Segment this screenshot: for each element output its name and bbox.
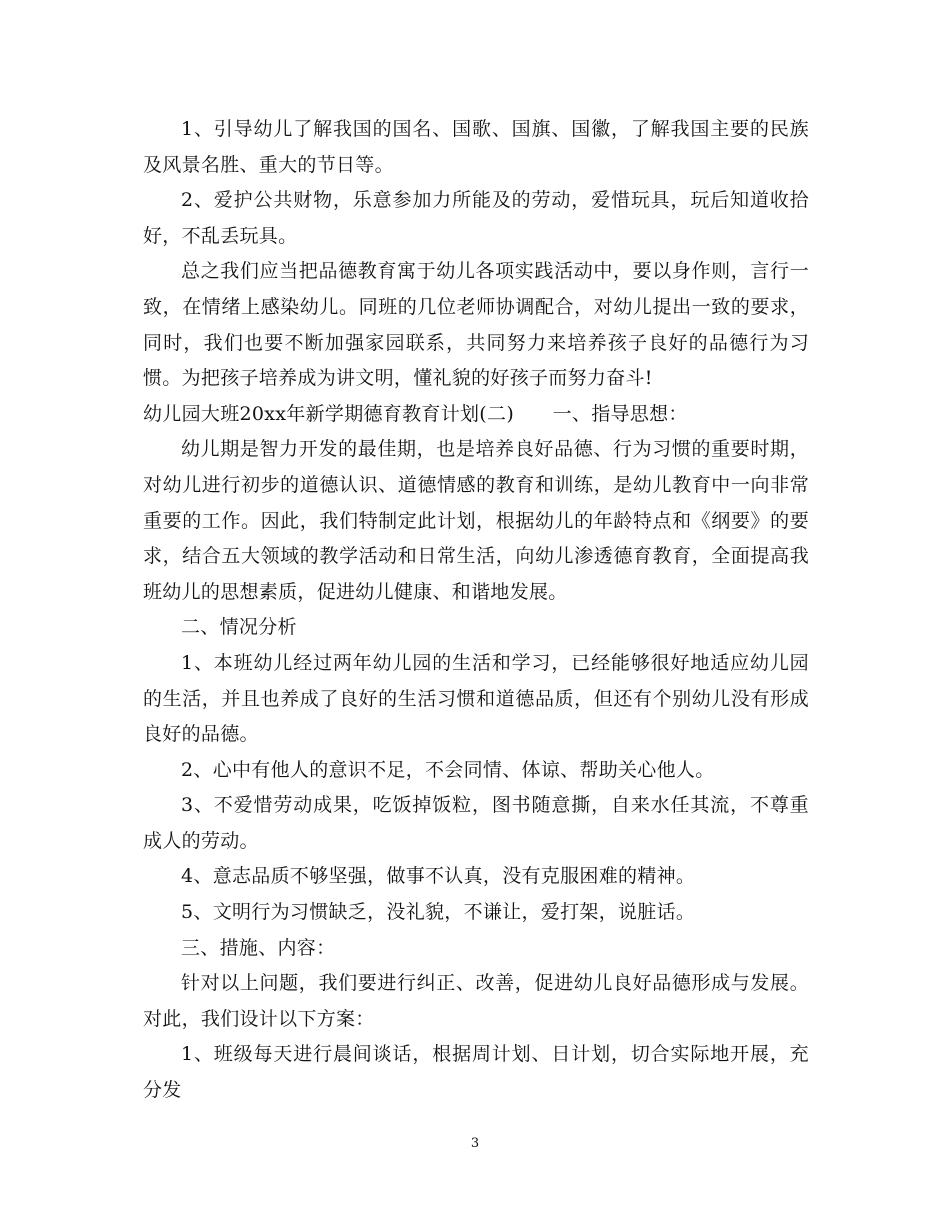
section-heading-measures: 三、措施、内容：	[181, 936, 336, 959]
paragraph-8: 2、心中有他人的意识不足，不会同情、体谅、帮助关心他人。	[181, 758, 715, 781]
paragraph-13: 针对以上问题，我们要进行纠正、改善，促进幼儿良好品德形成与发展。对此，我们设计以下方案：	[143, 972, 809, 1030]
section-heading-line: 幼儿园大班20xx年新学期德育教育计划(二) 一、指导思想：	[143, 402, 688, 425]
paragraph-7: 1、本班幼儿经过两年幼儿园的生活和学习，已经能够很好地适应幼儿园的生活，并且也养成了良好的生活习惯和道德品质，但还有个别幼儿没有形成良好的品德。	[143, 651, 809, 746]
paragraph-1: 1、引导幼儿了解我国的国名、国歌、国旗、国徽，了解我国主要的民族及风景名胜、重大的节日等。	[143, 118, 809, 176]
paragraph-10: 4、意志品质不够坚强，做事不认真，没有克服困难的精神。	[181, 865, 696, 888]
paragraph-11: 5、文明行为习惯缺乏，没礼貌，不谦让，爱打架，说脏话。	[181, 901, 696, 924]
paragraph-14: 1、班级每天进行晨间谈话，根据周计划、日计划，切合实际地开展，充分发	[143, 1043, 809, 1102]
document-body	[143, 112, 809, 1109]
section-heading-analysis: 二、情况分析	[181, 616, 297, 639]
paragraph-5: 幼儿期是智力开发的最佳期，也是培养良好品德、行为习惯的重要时期，对幼儿进行初步的道德认识、道德情感的教育和训练，是幼儿教育中一向非常重要的工作。因此，我们特制定此计划，根据幼儿的年龄特点和《纲要》的要求，结合五大领域的教学活动和日常生活，向幼儿渗透德育教育，全面提高我班幼儿的思想素质，促进幼儿健康、和谐地发展。	[143, 438, 809, 603]
paragraph-9: 3、不爱惜劳动成果，吃饭掉饭粒，图书随意撕，自来水任其流，不尊重成人的劳动。	[143, 794, 809, 852]
paragraph-3: 总之我们应当把品德教育寓于幼儿各项实践活动中，要以身作则，言行一致，在情绪上感染幼儿。同班的几位老师协调配合，对幼儿提出一致的要求，同时，我们也要不断加强家园联系，共同努力来培养孩子良好的品德行为习惯。为把孩子培养成为讲文明，懂礼貌的好孩子而努力奋斗!	[143, 260, 809, 390]
page-number: 3	[470, 1136, 480, 1151]
paragraph-2: 2、爱护公共财物，乐意参加力所能及的劳动，爱惜玩具，玩后知道收拾好，不乱丢玩具。	[143, 189, 809, 247]
